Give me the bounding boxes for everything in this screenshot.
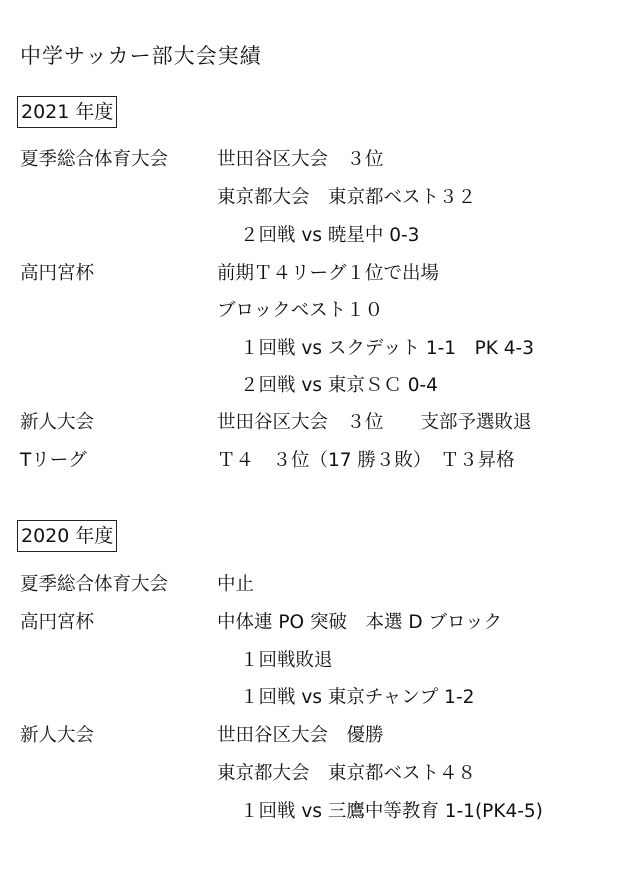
event-label-tleague-2021: Tリーグ bbox=[20, 450, 87, 471]
event-label-shinjin-2021: 新人大会 bbox=[20, 412, 95, 433]
result-line: 東京都大会 東京都ベスト３２ bbox=[217, 187, 477, 208]
result-line: １回戦 vs 東京チャンプ 1-2 bbox=[240, 687, 475, 708]
result-line: ２回戦 vs 暁星中 0-3 bbox=[240, 225, 420, 246]
result-line: 前期Ｔ４リーグ１位で出場 bbox=[217, 263, 440, 284]
year-heading-2021: 2021 年度 bbox=[17, 96, 117, 128]
result-line: 世田谷区大会 ３位 bbox=[217, 149, 384, 170]
result-line: 中体連 PO 突破 本選 D ブロック bbox=[217, 612, 503, 633]
result-line: ブロックベスト１０ bbox=[217, 300, 384, 321]
event-label-takamado-2020: 高円宮杯 bbox=[20, 612, 95, 633]
page-title: 中学サッカー部大会実績 bbox=[20, 44, 262, 68]
event-label-summer-2021: 夏季総合体育大会 bbox=[20, 149, 169, 170]
result-line: １回戦 vs スクデット 1-1 PK 4-3 bbox=[240, 338, 534, 359]
result-line: 東京都大会 東京都ベスト４８ bbox=[217, 763, 477, 784]
result-line: 世田谷区大会 ３位 支部予選敗退 bbox=[217, 412, 532, 433]
result-line: ２回戦 vs 東京ＳＣ 0-4 bbox=[240, 375, 438, 396]
event-label-summer-2020: 夏季総合体育大会 bbox=[20, 574, 169, 595]
result-line: １回戦敗退 bbox=[240, 650, 333, 671]
event-label-shinjin-2020: 新人大会 bbox=[20, 725, 95, 746]
year-heading-2020: 2020 年度 bbox=[17, 520, 117, 552]
result-line: 中止 bbox=[217, 574, 255, 595]
result-line: １回戦 vs 三鷹中等教育 1-1(PK4-5) bbox=[240, 801, 543, 822]
result-line: Ｔ４ ３位（17 勝３敗） Ｔ３昇格 bbox=[217, 450, 515, 471]
event-label-takamado-2021: 高円宮杯 bbox=[20, 263, 95, 284]
result-line: 世田谷区大会 優勝 bbox=[217, 725, 384, 746]
